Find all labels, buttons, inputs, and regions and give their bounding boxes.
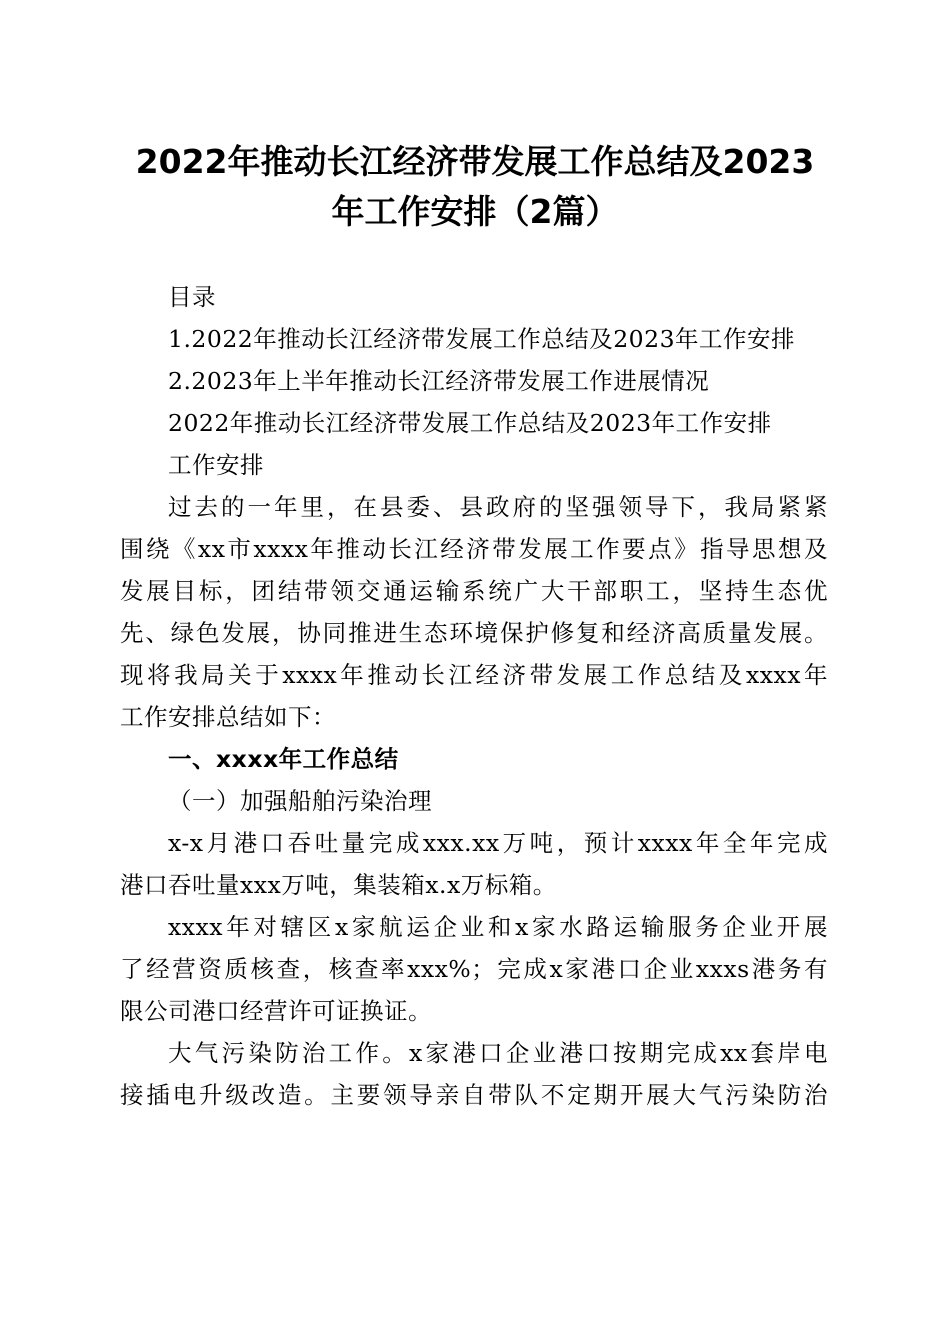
paragraph-line: xxxx年对辖区x家航运企业和x家水路运输服务企业开展 [168,913,828,941]
section-subtitle: 工作安排 [168,451,264,479]
intro-paragraph [120,486,828,738]
paragraph-line: 港口吞吐量xxx万吨，集装箱x.x万标箱。 [120,871,557,899]
paragraph-1 [120,822,828,906]
paragraph-line: 现将我局关于xxxx年推动长江经济带发展工作总结及xxxx年 [120,661,828,689]
paragraph-line: 接插电升级改造。主要领导亲自带队不定期开展大气污染防治 [120,1081,828,1109]
toc-heading: 目录 [168,283,216,311]
paragraph-3 [120,1032,828,1116]
toc-item-2: 2.2023年上半年推动长江经济带发展工作进展情况 [168,367,710,395]
paragraph-line: x-x月港口吞吐量完成xxx.xx万吨，预计xxxx年全年完成 [168,829,828,857]
toc-item-1: 1.2022年推动长江经济带发展工作总结及2023年工作安排 [168,325,796,353]
title-line-2: 年工作安排（2篇） [331,192,619,231]
section-title: 2022年推动长江经济带发展工作总结及2023年工作安排 [168,409,772,437]
paragraph-line: 发展目标，团结带领交通运输系统广大干部职工，坚持生态优 [120,577,828,605]
heading-1: 一、xxxx年工作总结 [168,745,399,773]
paragraph-line: 围绕《xx市xxxx年推动长江经济带发展工作要点》指导思想及 [120,535,828,563]
paragraph-line: 过去的一年里，在县委、县政府的坚强领导下，我局紧紧 [168,493,828,521]
paragraph-line: 大气污染防治工作。x家港口企业港口按期完成xx套岸电 [168,1039,828,1067]
paragraph-line: 工作安排总结如下： [120,703,336,731]
paragraph-line: 限公司港口经营许可证换证。 [120,997,432,1025]
document-title [100,137,850,237]
subheading-1: （一）加强船舶污染治理 [168,787,432,815]
document-body [120,276,828,1116]
title-line-1: 2022年推动长江经济带发展工作总结及2023 [135,142,815,181]
paragraph-line: 了经营资质核查，核查率xxx%；完成x家港口企业xxxs港务有 [120,955,828,983]
paragraph-2 [120,906,828,1032]
paragraph-line: 先、绿色发展，协同推进生态环境保护修复和经济高质量发展。 [120,619,828,647]
